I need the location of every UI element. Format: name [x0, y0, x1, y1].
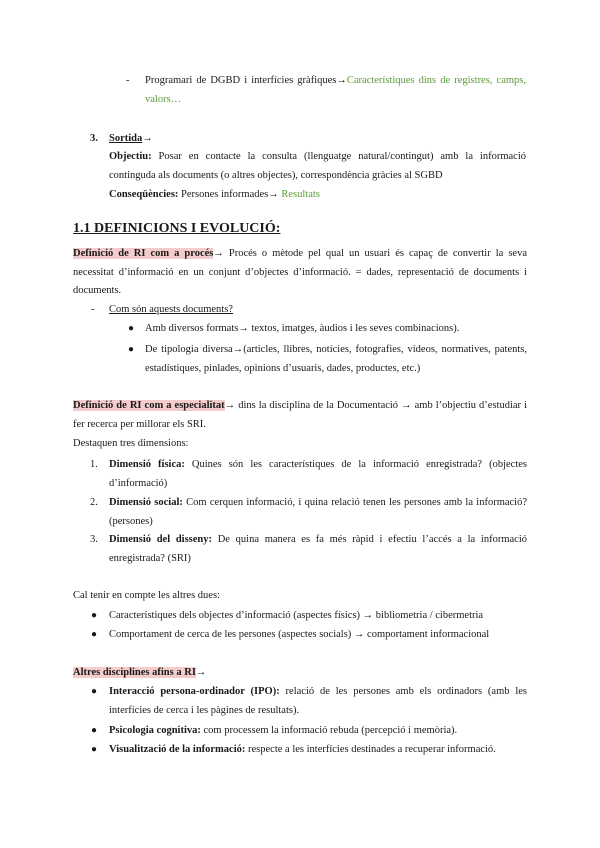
- consequencies-green: Resultats: [278, 189, 320, 200]
- consequencies-text: Persones informades: [178, 189, 269, 200]
- bullet-icon: ●: [128, 344, 135, 355]
- def-especialitat-paragraph: [73, 397, 527, 434]
- altres-item-label: Visualització de la informació:: [109, 744, 246, 755]
- software-green-text: Característiques dins de registres, camps, valors…: [145, 75, 526, 105]
- list-item: De tipologia diversa→(articles, llibres, notícies, fotografies, vídeos, normatives, patents, estadístiques, pinlades, opinions d’usuaris, dades, productes, etc.): [145, 344, 527, 374]
- altres-heading-label: Altres disciplines afins a RI: [73, 667, 196, 678]
- consequencies-label: Conseqüències:: [109, 189, 179, 200]
- altres-item-text: com processem la informació rebuda (percepció i memòria).: [200, 725, 458, 736]
- altres-item-label: Interacció persona-ordinador (IPO):: [109, 686, 280, 697]
- question-text: Com són aquests documents?: [109, 304, 233, 315]
- software-label: Programari de DGBD i interfícies gràfiques: [145, 75, 337, 86]
- sortida-heading: [109, 130, 526, 149]
- objectiu-text: Posar en contacte la consulta (llenguatge natural/contingut) amb la informació continguda als documents (o altres objectes), correspondència gràcies al SGBD: [109, 151, 526, 181]
- altres-item-label: Psicologia cognitiva:: [109, 725, 201, 736]
- sortida-arrow: →: [142, 133, 153, 144]
- dimension-number: 2.: [90, 497, 98, 508]
- def-especialitat-text: → dins la disciplina de la Documentació → amb l’objectiu d’estudiar i fer recerca per millorar els SRI.: [73, 400, 527, 430]
- sortida-consequencies: [109, 186, 526, 205]
- bullet-icon: ●: [128, 323, 135, 334]
- dimension-item: [109, 494, 527, 531]
- list-item: Característiques dels objectes d’informació (aspectes físics) → bibliometria / cibermetria: [109, 610, 484, 621]
- def-proces-paragraph: [73, 245, 527, 301]
- dimension-number: 1.: [90, 459, 98, 470]
- def-proces-text: → Procés o mètode pel qual un usuari és capaç de convertir la seva necessitat d’informació en un conjunt d’objectes d’informació. = dades, representació de documents i documents.: [73, 248, 527, 296]
- dimension-label: Dimensió social:: [109, 497, 183, 508]
- altres-item-text: respecte a les interfícies destinades a recuperar informació.: [245, 744, 496, 755]
- def-proces-question: [109, 301, 233, 320]
- software-dash: -: [126, 75, 130, 86]
- bullet-icon: ●: [91, 686, 98, 697]
- also-intro: Cal tenir en compte les altres dues:: [73, 590, 220, 601]
- consequencies-arrow: →: [268, 189, 279, 200]
- question-dash: -: [91, 304, 95, 315]
- sortida-title: Sortida: [109, 133, 143, 144]
- def-proces-label: Definició de RI com a procés: [73, 248, 214, 259]
- list-item: [109, 741, 527, 760]
- bullet-icon: ●: [91, 629, 98, 640]
- sortida-objectiu: [109, 148, 526, 185]
- dimensions-intro: Destaquen tres dimensions:: [73, 438, 189, 449]
- dimension-text: Quines són les característiques de la informació enregistrada? (objectes d’informació): [109, 459, 527, 489]
- altres-item-text: relació de les persones amb els ordinadors (amb les interfícies de cerca i les pàgines de resultats).: [109, 686, 527, 716]
- altres-heading: [73, 664, 206, 683]
- dimension-text: Com cerquen informació, i quina relació tenen les persones amb la informació? (persones): [109, 497, 528, 527]
- list-item: [109, 722, 527, 741]
- software-arrow: →: [336, 75, 347, 86]
- list-item: [109, 683, 527, 720]
- altres-arrow: →: [195, 667, 207, 678]
- dimension-item: [109, 531, 527, 568]
- dimension-item: [109, 456, 527, 493]
- dimension-label: Dimensió del disseny:: [109, 534, 213, 545]
- list-item: Amb diversos formats→ textos, imatges, àudios i les seves combinacions).: [145, 323, 460, 334]
- section-heading: 1.1 DEFINICIONS I EVOLUCIÓ:: [73, 221, 281, 236]
- sortida-number: 3.: [90, 133, 98, 144]
- objectiu-label: Objectiu:: [109, 151, 152, 162]
- dimension-number: 3.: [90, 534, 98, 545]
- bullet-icon: ●: [91, 744, 98, 755]
- bullet-icon: ●: [91, 610, 98, 621]
- software-item: [145, 72, 526, 109]
- dimension-label: Dimensió física:: [109, 459, 185, 470]
- dimension-text: De quina manera es fa més ràpid i efectiu l’accés a la informació enregistrada? (SRI): [109, 534, 527, 564]
- list-item: Comportament de cerca de les persones (aspectes socials) → comportament informacional: [109, 629, 490, 640]
- bullet-icon: ●: [91, 725, 98, 736]
- def-especialitat-label: Definició de RI com a especialitat: [73, 400, 225, 411]
